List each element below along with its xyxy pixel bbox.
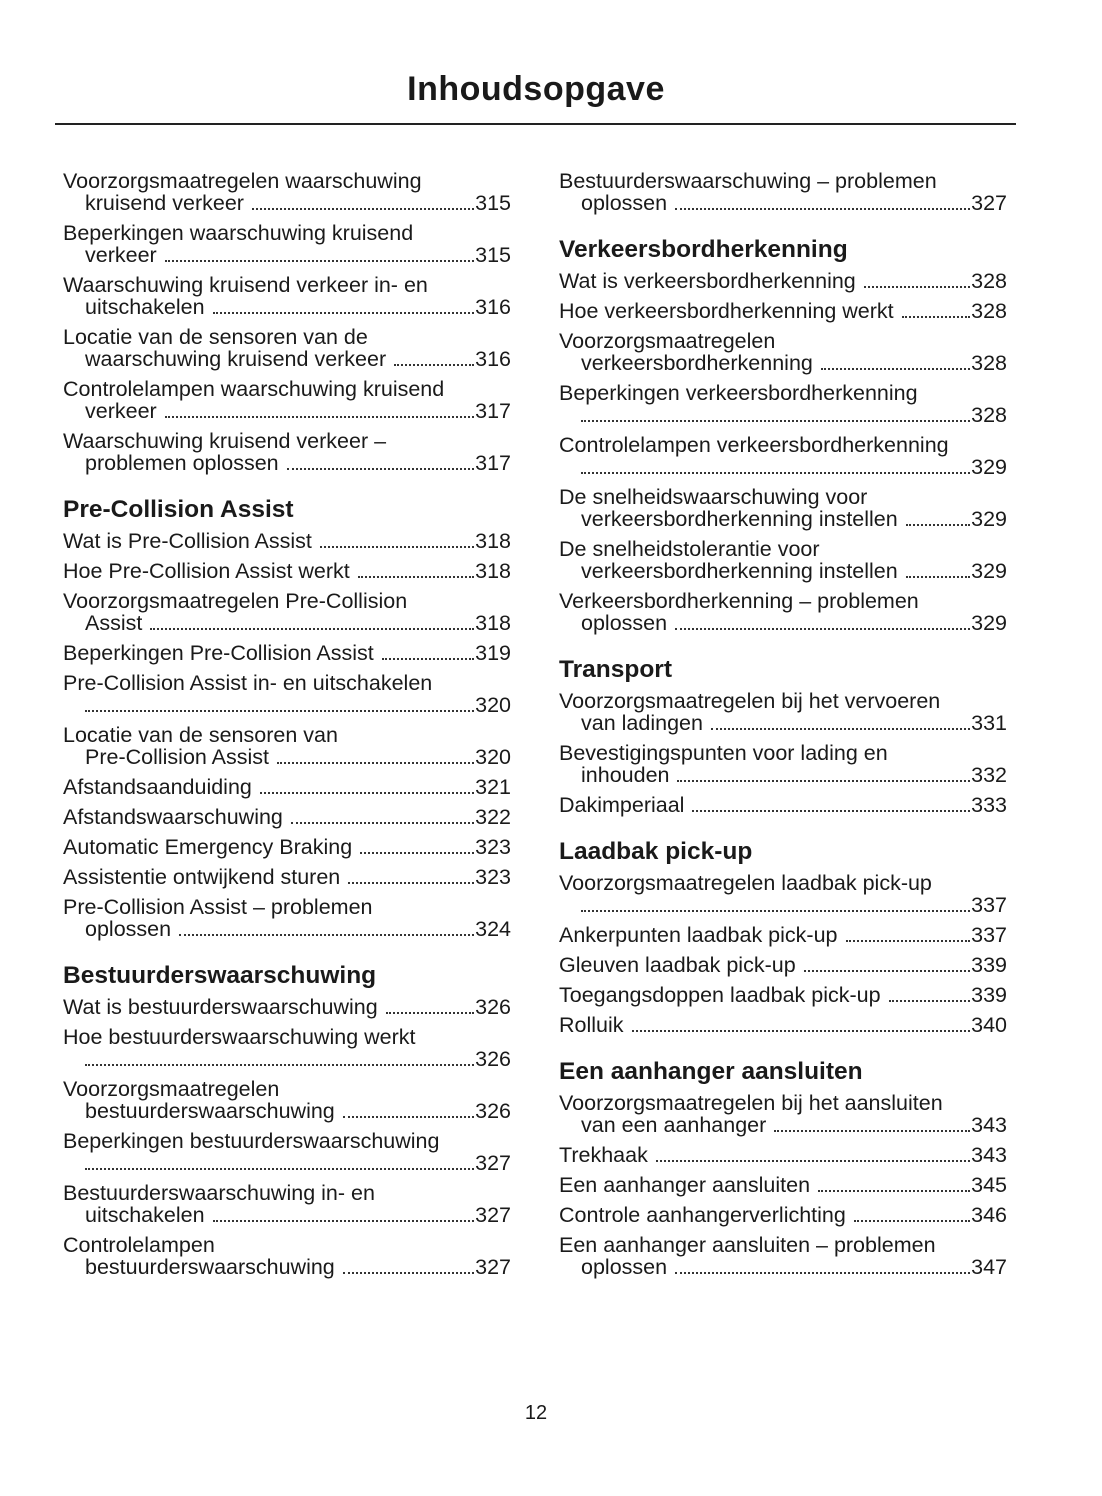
dot-leader (252, 208, 474, 210)
toc-entry-row (63, 530, 511, 552)
toc-entry-row (63, 244, 511, 266)
dot-leader (906, 524, 970, 526)
toc-entry-title: Gleuven laadbak pick-up (559, 953, 796, 977)
toc-entry-title-continued: oplossen (581, 191, 668, 215)
toc-page-number[interactable]: 331 (971, 711, 1007, 735)
toc-entry[interactable] (559, 486, 1007, 530)
dot-leader (85, 710, 474, 712)
toc-page-number[interactable]: 317 (475, 399, 511, 423)
toc-entry-title-continued: van ladingen (581, 711, 703, 735)
toc-page-number[interactable]: 319 (475, 641, 511, 665)
toc-entry-title-continued: oplossen (581, 611, 668, 635)
dot-leader (287, 468, 474, 470)
toc-entry-row (63, 746, 511, 768)
toc-entry-title: Voorzorgsmaatregelen bij het aansluiten (559, 1091, 943, 1115)
toc-entry-title: Hoe Pre-Collision Assist werkt (63, 559, 350, 583)
dot-leader (902, 316, 971, 318)
toc-entry[interactable] (63, 1182, 511, 1226)
toc-page-number[interactable]: 326 (475, 995, 511, 1019)
toc-entry-title: Controlelampen waarschuwing kruisend (63, 377, 445, 401)
toc-entry-row (559, 1014, 1007, 1036)
toc-entry-title: Trekhaak (559, 1143, 648, 1167)
toc-entry[interactable] (559, 330, 1007, 374)
toc-entry[interactable] (559, 538, 1007, 582)
dot-leader (581, 472, 970, 474)
section-heading: Bestuurderswaarschuwing (63, 962, 377, 989)
dot-leader (150, 628, 474, 630)
toc-entry[interactable] (559, 794, 1007, 816)
toc-page-number[interactable]: 327 (475, 1255, 511, 1279)
toc-entry-row (559, 894, 1007, 916)
dot-leader (821, 368, 970, 370)
section-heading: Laadbak pick-up (559, 838, 753, 865)
toc-entry-title-continued: verkeersbordherkenning instellen (581, 559, 898, 583)
dot-leader (213, 312, 475, 314)
toc-page-number[interactable]: 317 (475, 451, 511, 475)
toc-entry-title: Controlelampen (63, 1233, 215, 1257)
toc-right-column (559, 170, 1007, 1286)
toc-entry-title: Voorzorgsmaatregelen (63, 1077, 280, 1101)
toc-entry-title: Locatie van de sensoren van (63, 723, 338, 747)
toc-entry-row (63, 192, 511, 214)
toc-page-number[interactable]: 328 (971, 403, 1007, 427)
toc-entry-title-continued: verkeersbordherkenning instellen (581, 507, 898, 531)
dot-leader (358, 576, 474, 578)
toc-entry-title: Locatie van de sensoren van de (63, 325, 368, 349)
toc-entry-title-continued: uitschakelen (85, 1203, 205, 1227)
toc-entry-row (559, 352, 1007, 374)
toc-entry-title-continued: uitschakelen (85, 295, 205, 319)
toc-page-number[interactable]: 326 (475, 1099, 511, 1123)
toc-entry-row (63, 348, 511, 370)
dot-leader (656, 1160, 970, 1162)
toc-entry[interactable] (559, 590, 1007, 634)
toc-entry-row (559, 612, 1007, 634)
dot-leader (711, 728, 970, 730)
dot-leader (343, 1272, 474, 1274)
toc-page-number[interactable]: 316 (475, 295, 511, 319)
toc-page-number[interactable]: 346 (971, 1203, 1007, 1227)
toc-entry[interactable] (559, 382, 1007, 426)
toc-entry-row (63, 776, 511, 798)
toc-entry-row (63, 918, 511, 940)
toc-page-number[interactable]: 318 (475, 559, 511, 583)
toc-entry-title: Waarschuwing kruisend verkeer in- en (63, 273, 428, 297)
toc-entry-title: Toegangsdoppen laadbak pick-up (559, 983, 881, 1007)
toc-entry[interactable] (559, 1234, 1007, 1278)
toc-entry-row (559, 954, 1007, 976)
dot-leader (677, 780, 970, 782)
toc-entry-title: Assistentie ontwijkend sturen (63, 865, 341, 889)
dot-leader (889, 1000, 971, 1002)
dot-leader (906, 576, 970, 578)
toc-page-number[interactable]: 328 (971, 299, 1007, 323)
toc-entry[interactable] (559, 984, 1007, 1006)
toc-entry-row (63, 1204, 511, 1226)
toc-entry-row (559, 560, 1007, 582)
toc-entry-title-continued: verkeer (85, 399, 157, 423)
toc-entry[interactable] (63, 806, 511, 828)
toc-entry-title: Bestuurderswaarschuwing in- en (63, 1181, 375, 1205)
toc-entry-row (559, 794, 1007, 816)
toc-entry-title: Hoe verkeersbordherkenning werkt (559, 299, 894, 323)
toc-entry[interactable] (559, 270, 1007, 292)
toc-page-number[interactable]: 318 (475, 529, 511, 553)
dot-leader (394, 364, 474, 366)
toc-entry[interactable] (63, 996, 511, 1018)
dot-leader (386, 1012, 474, 1014)
toc-entry-title: Een aanhanger aansluiten (559, 1173, 811, 1197)
toc-entry-row (559, 1114, 1007, 1136)
dot-leader (382, 658, 474, 660)
title-divider (55, 123, 1016, 125)
toc-entry-row (63, 694, 511, 716)
toc-entry[interactable] (63, 724, 511, 768)
toc-entry[interactable] (63, 836, 511, 858)
toc-entry-title: Pre-Collision Assist – problemen (63, 895, 373, 919)
toc-page-number[interactable]: 337 (971, 923, 1007, 947)
toc-entry-row (63, 612, 511, 634)
toc-page-number[interactable]: 337 (971, 893, 1007, 917)
toc-page-number[interactable]: 328 (971, 351, 1007, 375)
toc-entry-title: Automatic Emergency Braking (63, 835, 353, 859)
toc-entry[interactable] (63, 274, 511, 318)
toc-page-number[interactable]: 323 (475, 835, 511, 859)
dot-leader (692, 810, 970, 812)
toc-page-number[interactable]: 329 (971, 507, 1007, 531)
toc-entry-title: Voorzorgsmaatregelen waarschuwing (63, 169, 422, 193)
toc-entry[interactable] (63, 222, 511, 266)
dot-leader (260, 792, 474, 794)
toc-entry-row (559, 300, 1007, 322)
toc-entry-title-continued: Pre-Collision Assist (85, 745, 269, 769)
dot-leader (85, 1064, 474, 1066)
dot-leader (277, 762, 474, 764)
toc-entry[interactable] (559, 434, 1007, 478)
toc-entry-row (63, 1256, 511, 1278)
toc-entry[interactable] (63, 896, 511, 940)
toc-page-number[interactable]: 343 (971, 1143, 1007, 1167)
toc-page-number[interactable]: 339 (971, 953, 1007, 977)
toc-entry-title: Beperkingen Pre-Collision Assist (63, 641, 374, 665)
toc-entry-row (63, 866, 511, 888)
toc-entry[interactable] (559, 1014, 1007, 1036)
dot-leader (165, 416, 474, 418)
dot-leader (632, 1030, 971, 1032)
toc-page-number[interactable]: 315 (475, 243, 511, 267)
toc-entry[interactable] (63, 590, 511, 634)
toc-entry-title: Wat is verkeersbordherkenning (559, 269, 856, 293)
toc-entry-title: Een aanhanger aansluiten – problemen (559, 1233, 936, 1257)
toc-entry-row (559, 712, 1007, 734)
toc-entry-row (63, 560, 511, 582)
toc-page-number[interactable]: 345 (971, 1173, 1007, 1197)
toc-entry-row (63, 296, 511, 318)
toc-page-number[interactable]: 340 (971, 1013, 1007, 1037)
dot-leader (343, 1116, 474, 1118)
toc-entry-row (559, 984, 1007, 1006)
toc-entry-row (559, 1204, 1007, 1226)
toc-entry-title-continued: verkeer (85, 243, 157, 267)
dot-leader (675, 1272, 970, 1274)
toc-entry-row (63, 996, 511, 1018)
toc-entry-title: Beperkingen bestuurderswaarschuwing (63, 1129, 440, 1153)
dot-leader (85, 1168, 474, 1170)
toc-entry-title-continued: Assist (85, 611, 143, 635)
toc-entry-title-continued: bestuurderswaarschuwing (85, 1099, 335, 1123)
toc-entry[interactable] (559, 1144, 1007, 1166)
toc-entry[interactable] (63, 560, 511, 582)
toc-page-number[interactable]: 329 (971, 559, 1007, 583)
toc-entry-title: Bevestigingspunten voor lading en (559, 741, 888, 765)
toc-entry[interactable] (63, 866, 511, 888)
toc-page-number[interactable]: 320 (475, 745, 511, 769)
toc-entry-title-continued: van een aanhanger (581, 1113, 767, 1137)
toc-entry-title: Beperkingen verkeersbordherkenning (559, 381, 918, 405)
toc-page-number[interactable]: 339 (971, 983, 1007, 1007)
dot-leader (213, 1220, 475, 1222)
toc-entry[interactable] (559, 924, 1007, 946)
toc-entry-row (63, 806, 511, 828)
toc-entry-row (63, 836, 511, 858)
dot-leader (320, 546, 474, 548)
toc-page-number[interactable]: 332 (971, 763, 1007, 787)
toc-entry[interactable] (63, 642, 511, 664)
toc-entry[interactable] (63, 378, 511, 422)
dot-leader (804, 970, 970, 972)
toc-page-number[interactable]: 323 (475, 865, 511, 889)
toc-page-number[interactable]: 327 (475, 1151, 511, 1175)
toc-page-number[interactable]: 315 (475, 191, 511, 215)
section-heading: Verkeersbordherkenning (559, 236, 848, 263)
toc-entry-title: Rolluik (559, 1013, 624, 1037)
toc-entry-title-continued: bestuurderswaarschuwing (85, 1255, 335, 1279)
toc-entry-title-continued: oplossen (85, 917, 172, 941)
dot-leader (348, 882, 474, 884)
page-number: 12 (524, 1402, 548, 1424)
toc-entry-title: Afstandswaarschuwing (63, 805, 283, 829)
dot-leader (581, 420, 970, 422)
toc-entry-row (559, 764, 1007, 786)
toc-entry[interactable] (559, 1174, 1007, 1196)
toc-entry-row (559, 924, 1007, 946)
toc-entry-title: Wat is Pre-Collision Assist (63, 529, 312, 553)
toc-entry-row (559, 1174, 1007, 1196)
toc-page-number[interactable]: 327 (971, 191, 1007, 215)
toc-entry[interactable] (559, 690, 1007, 734)
toc-entry[interactable] (63, 1234, 511, 1278)
toc-entry-title: Bestuurderswaarschuwing – problemen (559, 169, 937, 193)
toc-page-number[interactable]: 326 (475, 1047, 511, 1071)
toc-entry-row (63, 1152, 511, 1174)
section-heading: Transport (559, 656, 672, 683)
toc-page-number[interactable]: 333 (971, 793, 1007, 817)
toc-entry-title: Voorzorgsmaatregelen Pre-Collision (63, 589, 408, 613)
toc-page-number[interactable]: 316 (475, 347, 511, 371)
toc-page-number[interactable]: 329 (971, 455, 1007, 479)
dot-leader (179, 934, 474, 936)
toc-entry[interactable] (559, 300, 1007, 322)
dot-leader (854, 1220, 970, 1222)
toc-page-number[interactable]: 320 (475, 693, 511, 717)
dot-leader (846, 940, 971, 942)
toc-entry[interactable] (559, 872, 1007, 916)
dot-leader (581, 910, 970, 912)
toc-page-number[interactable]: 324 (475, 917, 511, 941)
dot-leader (360, 852, 474, 854)
toc-page-number[interactable]: 347 (971, 1255, 1007, 1279)
toc-entry-title: Wat is bestuurderswaarschuwing (63, 995, 378, 1019)
toc-entry-title: Waarschuwing kruisend verkeer – (63, 429, 387, 453)
toc-entry[interactable] (559, 742, 1007, 786)
toc-entry-title-continued: waarschuwing kruisend verkeer (85, 347, 387, 371)
toc-left-column (63, 170, 511, 1286)
dot-leader (675, 208, 970, 210)
toc-entry-title: Voorzorgsmaatregelen (559, 329, 776, 353)
toc-entry-title: Pre-Collision Assist in- en uitschakelen (63, 671, 433, 695)
toc-entry-title-continued: inhouden (581, 763, 670, 787)
dot-leader (291, 822, 474, 824)
toc-entry-row (63, 452, 511, 474)
toc-entry-row (63, 1048, 511, 1070)
toc-entry-title: Ankerpunten laadbak pick-up (559, 923, 838, 947)
toc-entry-row (559, 508, 1007, 530)
toc-entry-row (559, 270, 1007, 292)
toc-entry-row (63, 1100, 511, 1122)
toc-entry-title-continued: kruisend verkeer (85, 191, 244, 215)
toc-entry[interactable] (63, 1026, 511, 1070)
section-heading: Een aanhanger aansluiten (559, 1058, 863, 1085)
toc-entry-row (559, 192, 1007, 214)
toc-page-number[interactable]: 343 (971, 1113, 1007, 1137)
dot-leader (818, 1190, 970, 1192)
toc-entry-title: Verkeersbordherkenning – problemen (559, 589, 919, 613)
toc-entry[interactable] (63, 1130, 511, 1174)
section-heading: Pre-Collision Assist (63, 496, 294, 523)
toc-page-number[interactable]: 328 (971, 269, 1007, 293)
toc-page-number[interactable]: 321 (475, 775, 511, 799)
toc-entry-title: Afstandsaanduiding (63, 775, 252, 799)
toc-entry-title: Controle aanhangerverlichting (559, 1203, 846, 1227)
toc-entry[interactable] (63, 1078, 511, 1122)
toc-entry[interactable] (63, 530, 511, 552)
toc-entry-title: Dakimperiaal (559, 793, 685, 817)
toc-entry-title: Voorzorgsmaatregelen bij het vervoeren (559, 689, 941, 713)
toc-entry-title-continued: problemen oplossen (85, 451, 279, 475)
toc-entry-title: Controlelampen verkeersbordherkenning (559, 433, 949, 457)
toc-entry[interactable] (63, 776, 511, 798)
toc-entry[interactable] (63, 672, 511, 716)
toc-entry[interactable] (559, 954, 1007, 976)
toc-entry[interactable] (559, 170, 1007, 214)
toc-entry-title-continued: verkeersbordherkenning (581, 351, 813, 375)
toc-entry[interactable] (63, 430, 511, 474)
dot-leader (774, 1130, 970, 1132)
toc-entry-row (63, 400, 511, 422)
toc-entry-title: De snelheidswaarschuwing voor (559, 485, 868, 509)
toc-entry-title: Beperkingen waarschuwing kruisend (63, 221, 414, 245)
toc-page-number[interactable]: 318 (475, 611, 511, 635)
toc-entry[interactable] (559, 1204, 1007, 1226)
toc-entry-title: De snelheidstolerantie voor (559, 537, 820, 561)
dot-leader (864, 286, 970, 288)
page-title: Inhoudsopgave (407, 70, 665, 108)
toc-page-number[interactable]: 329 (971, 611, 1007, 635)
toc-entry-row (63, 642, 511, 664)
dot-leader (165, 260, 474, 262)
toc-entry-row (559, 404, 1007, 426)
toc-entry-title: Voorzorgsmaatregelen laadbak pick-up (559, 871, 932, 895)
toc-entry-title: Hoe bestuurderswaarschuwing werkt (63, 1025, 416, 1049)
toc-entry-row (559, 456, 1007, 478)
toc-entry[interactable] (559, 1092, 1007, 1136)
toc-entry-row (559, 1144, 1007, 1166)
toc-page-number[interactable]: 327 (475, 1203, 511, 1227)
toc-page-number[interactable]: 322 (475, 805, 511, 829)
toc-entry[interactable] (63, 170, 511, 214)
toc-entry-row (559, 1256, 1007, 1278)
toc-entry-title-continued: oplossen (581, 1255, 668, 1279)
toc-entry[interactable] (63, 326, 511, 370)
dot-leader (675, 628, 970, 630)
